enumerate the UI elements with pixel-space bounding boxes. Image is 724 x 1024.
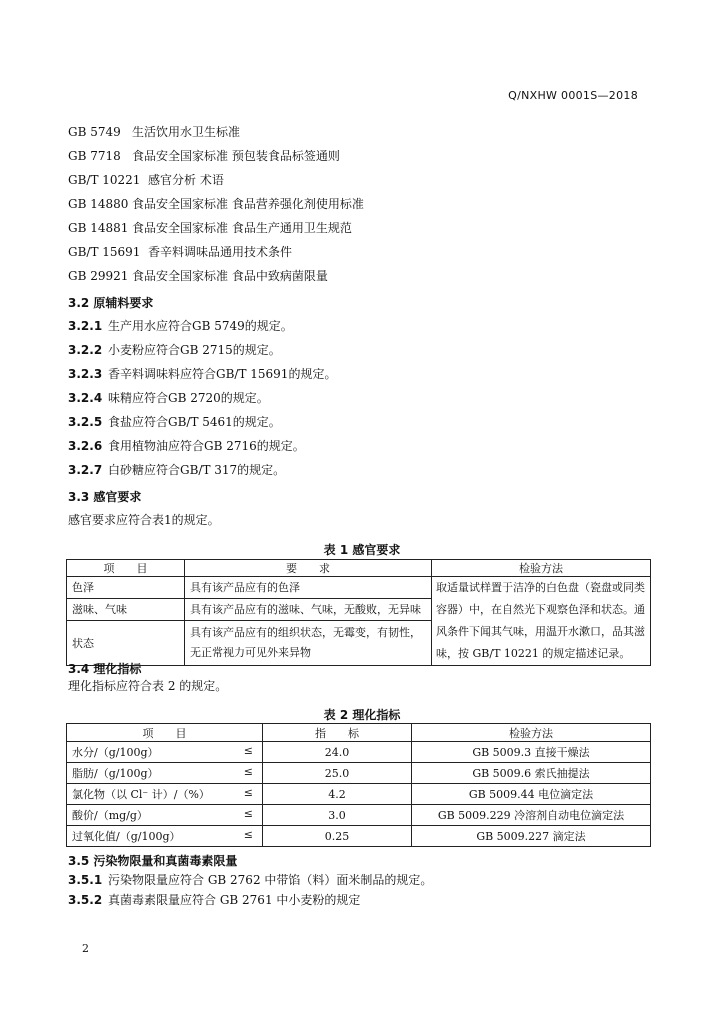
- table-caption: 表 1 感官要求: [323, 543, 401, 557]
- clause: 3.2.3 香辛料调味料应符合GB/T 15691的规定。: [68, 367, 337, 381]
- cell-item: 酸价/（mg/g） ≤: [67, 805, 263, 826]
- section-heading-3-5: 3.5 污染物限量和真菌毒素限量: [68, 854, 238, 868]
- cell-item: 脂肪/（g/100g） ≤: [67, 763, 263, 784]
- standard-ref: GB/T 15691 香辛料调味品通用技术条件: [68, 245, 293, 259]
- cell-value: 24.0: [263, 742, 412, 763]
- cell-method: GB 5009.3 直接干燥法: [412, 742, 651, 763]
- standard-ref: GB 14880 食品安全国家标准 食品营养强化剂使用标准: [68, 197, 364, 211]
- standard-ref: GB 7718 食品安全国家标准 预包装食品标签通则: [68, 149, 340, 163]
- cell-item: 水分/（g/100g） ≤: [67, 742, 263, 763]
- table-row: [67, 805, 651, 826]
- section-intro: 感官要求应符合表1的规定。: [68, 513, 220, 527]
- standard-ref: GB/T 10221 感官分析 术语: [68, 173, 224, 187]
- cell-test-method: 取适量试样置于洁净的白色盘（瓷盘或同类容器）中，在自然光下观察色泽和状态。通风条件下闻其气味，用温开水漱口，品其滋味，按 GB/T 10221 的规定描述记录。: [432, 577, 651, 666]
- table-row: [67, 763, 651, 784]
- clause: 3.5.2 真菌毒素限量应符合 GB 2761 中小麦粉的规定: [68, 893, 361, 907]
- cell-method: GB 5009.44 电位滴定法: [412, 784, 651, 805]
- clause: 3.5.1 污染物限量应符合 GB 2762 中带馅（料）面米制品的规定。: [68, 873, 433, 887]
- table-caption: 表 2 理化指标: [323, 708, 401, 722]
- column-header: 检验方法: [432, 560, 651, 577]
- section-heading-3-2: 3.2 原辅料要求: [68, 296, 154, 310]
- cell-requirement: 具有该产品应有的色泽: [185, 577, 432, 599]
- section-heading-3-3: 3.3 感官要求: [68, 490, 142, 504]
- cell-method: GB 5009.229 冷溶剂自动电位滴定法: [412, 805, 651, 826]
- cell-value: 4.2: [263, 784, 412, 805]
- cell-requirement: 具有该产品应有的滋味、气味，无酸败，无异味: [185, 598, 432, 620]
- clause: 3.2.2 小麦粉应符合GB 2715的规定。: [68, 343, 281, 357]
- standard-ref: GB 29921 食品安全国家标准 食品中致病菌限量: [68, 269, 328, 283]
- cell-method: GB 5009.6 索氏抽提法: [412, 763, 651, 784]
- cell-value: 0.25: [263, 826, 412, 847]
- standard-ref: GB 14881 食品安全国家标准 食品生产通用卫生规范: [68, 221, 352, 235]
- section-heading-3-4: 3.4 理化指标: [68, 662, 142, 676]
- column-header: 项 目: [67, 560, 185, 577]
- table-row: [67, 577, 651, 599]
- cell-method: GB 5009.227 滴定法: [412, 826, 651, 847]
- cell-item: 状态: [67, 620, 185, 665]
- clause: 3.2.6 食用植物油应符合GB 2716的规定。: [68, 439, 305, 453]
- sensory-requirements-table: [66, 559, 651, 666]
- document-code: Q/NXHW 0001S—2018: [508, 89, 638, 102]
- standard-ref: GB 5749 生活饮用水卫生标准: [68, 125, 241, 139]
- column-header: 项 目: [67, 724, 263, 742]
- cell-item: 色泽: [67, 577, 185, 599]
- clause: 3.2.4 味精应符合GB 2720的规定。: [68, 391, 269, 405]
- cell-value: 25.0: [263, 763, 412, 784]
- page-number: 2: [82, 942, 89, 955]
- table-row: [67, 784, 651, 805]
- column-header: 指 标: [263, 724, 412, 742]
- column-header: 检验方法: [412, 724, 651, 742]
- cell-item: 滋味、气味: [67, 598, 185, 620]
- section-intro: 理化指标应符合表 2 的规定。: [68, 679, 228, 693]
- clause: 3.2.7 白砂糖应符合GB/T 317的规定。: [68, 463, 286, 477]
- column-header: 要 求: [185, 560, 432, 577]
- physicochemical-table: [66, 723, 651, 847]
- clause: 3.2.5 食盐应符合GB/T 5461的规定。: [68, 415, 281, 429]
- cell-value: 3.0: [263, 805, 412, 826]
- cell-requirement: 具有该产品应有的组织状态，无霉变，有韧性， 无正常视力可见外来异物: [185, 620, 432, 665]
- cell-item: 过氧化值/（g/100g） ≤: [67, 826, 263, 847]
- table-row: [67, 742, 651, 763]
- cell-item: 氯化物（以 Cl⁻ 计）/（%） ≤: [67, 784, 263, 805]
- clause: 3.2.1 生产用水应符合GB 5749的规定。: [68, 319, 293, 333]
- table-row: [67, 826, 651, 847]
